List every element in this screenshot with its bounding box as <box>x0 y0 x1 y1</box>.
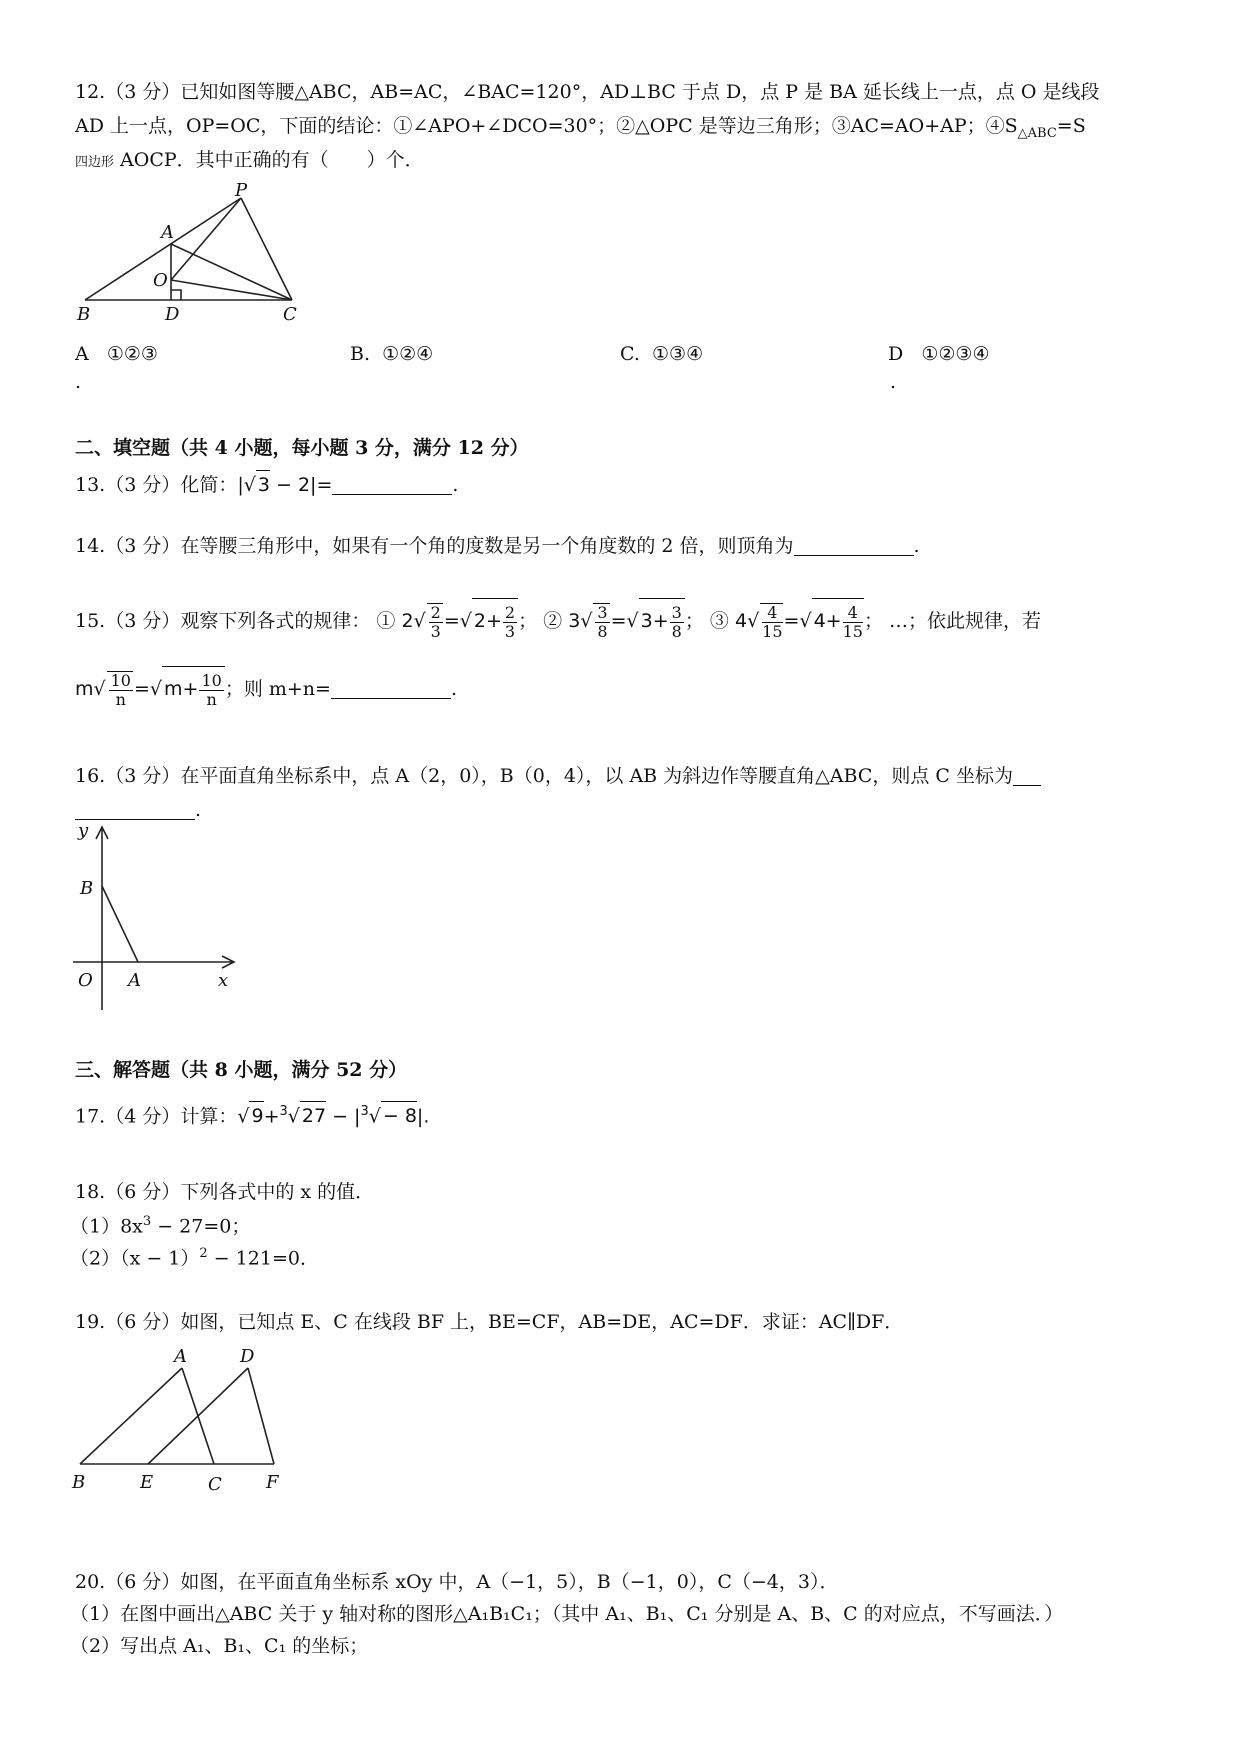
q12-quad-sub: 四边形 <box>75 155 115 170</box>
option-text: ①②④ <box>382 343 434 365</box>
q13-prefix: 13.（3 分）化简：| <box>75 474 244 496</box>
option-letter: A <box>75 343 89 365</box>
rhs-int: 4+ <box>813 610 842 632</box>
q12-option-c[interactable] <box>620 340 703 368</box>
line-OP <box>171 198 241 280</box>
q17-r3: − 8 <box>381 1101 417 1130</box>
rhs-int: 3+ <box>640 610 669 632</box>
frac-num: 10 <box>110 671 131 690</box>
q13-suffix: . <box>452 474 459 496</box>
coef: 3 <box>568 610 581 632</box>
q17-suffix: |. <box>416 1105 430 1128</box>
frac-num: 2 <box>504 602 516 622</box>
section-2-title: 二、填空题（共 4 小题，每小题 3 分，满分 12 分） <box>75 437 529 459</box>
q18-p2b: − 121=0． <box>207 1247 319 1270</box>
q18-part2 <box>70 1240 319 1272</box>
label-C: C <box>208 1474 222 1495</box>
label-P: P <box>235 182 248 201</box>
q16-answer-blank-a[interactable] <box>1013 765 1041 786</box>
line-AB <box>80 1368 182 1464</box>
q16-line2 <box>75 796 201 824</box>
option-text: ①②③④ <box>921 343 990 365</box>
frac-den: 15 <box>842 621 863 641</box>
coef-m: m <box>75 678 94 700</box>
rhs-int: 2+ <box>473 610 502 632</box>
q18-p1a: （1）8x <box>70 1215 143 1238</box>
option-letter: C. <box>620 343 640 365</box>
section-3-title: 三、解答题（共 8 小题，满分 52 分） <box>75 1059 408 1081</box>
frac-num: 3 <box>597 603 608 622</box>
q20-line1: 20.（6 分）如图，在平面直角坐标系 xOy 中，A（−1，5），B（−1，0），C（−4，3）． <box>75 1571 839 1593</box>
label-y: y <box>78 822 89 841</box>
q19-text: 19.（6 分）如图，已知点 E、C 在线段 BF 上，BE=CF，AB=DE，AC=DF．求证：AC∥DF． <box>75 1311 904 1333</box>
label-B: B <box>72 1472 86 1493</box>
q15-item-2: ② 3√ $\frac{3}{8}$ =√ 3+ $\frac{3}{8}$ ； <box>543 610 704 632</box>
q12-line1: 12.（3 分）已知如图等腰△ABC，AB=AC，∠BAC=120°，AD⊥BC 于点 D，点 P 是 BA 延长线上一点，点 O 是线段 <box>75 81 1100 103</box>
q15-tail: …；依此规律，若 <box>889 610 1042 632</box>
q17-prefix: 17.（4 分）计算： <box>75 1105 238 1128</box>
q16-line1 <box>75 762 1041 790</box>
q15-item-1: ① 2√ $\frac{2}{3}$ =√ 2+ $\frac{2}{3}$ ； <box>376 610 537 632</box>
frac-num: 3 <box>671 602 682 622</box>
label-F: F <box>266 1472 279 1493</box>
q12-line2-text: AD 上一点，OP=OC，下面的结论：①∠APO+∠DCO=30°；②△OPC 是等边三角形；③AC=AO+AP；④S <box>75 115 1018 137</box>
label-O: O <box>153 270 168 291</box>
q13-answer-blank[interactable] <box>332 474 452 495</box>
line-OC <box>171 280 292 300</box>
q16-text: 16.（3 分）在平面直角坐标系中，点 A（2，0），B（0，4），以 AB 为斜边作等腰直角△ABC，则点 C 坐标为 <box>75 765 1013 787</box>
rhs <box>162 666 225 711</box>
fraction <box>503 604 517 641</box>
circle-number: ① <box>376 610 396 632</box>
frac-den: n <box>206 689 217 709</box>
q18-p2a: （2）（x − 1） <box>70 1247 200 1270</box>
q20-line3: （2）写出点 A₁、B₁、C₁ 的坐标； <box>70 1635 369 1657</box>
label-A: A <box>161 222 174 243</box>
frac-num: 10 <box>201 670 222 690</box>
q18-part1 <box>70 1208 250 1240</box>
frac-num: 2 <box>430 603 441 622</box>
q18-p1b: − 27=0； <box>151 1215 251 1238</box>
q12-line3-text: AOCP．其中正确的有（ ）个． <box>114 149 424 171</box>
cube-index: 3 <box>279 1104 288 1119</box>
q14 <box>75 532 920 560</box>
q17-r2: 27 <box>300 1101 326 1130</box>
right-angle-mark <box>171 290 181 300</box>
fraction <box>670 604 684 641</box>
q15-prefix: 15.（3 分）观察下列各式的规律： <box>75 610 371 632</box>
line-DF <box>248 1368 274 1464</box>
q18-p1sup: 3 <box>142 1214 152 1229</box>
q17: 17.（4 分）计算：√ 9+$^3$√ $27 - |^3√ - 8|$. <box>75 1098 429 1130</box>
label-D: D <box>240 1346 255 1367</box>
q17-plus: + <box>263 1105 280 1128</box>
label-O: O <box>78 970 93 991</box>
label-E: E <box>140 1472 154 1493</box>
option-text: ①②③ <box>106 343 158 365</box>
q13-mid: − 2|= <box>269 474 333 496</box>
frac-den: 3 <box>430 622 441 641</box>
q15-answer-blank[interactable] <box>331 678 451 699</box>
q13-radicand: 3 <box>256 470 270 499</box>
q16-coordinate-figure <box>70 822 245 1012</box>
label-B: B <box>80 878 94 899</box>
q12-option-d-dot: . <box>890 371 897 393</box>
line-AC <box>171 244 292 300</box>
q12-area-sub: △ABC <box>1017 125 1057 141</box>
frac-den: 8 <box>671 621 682 641</box>
frac-num: 4 <box>762 604 782 623</box>
q15-l2-text: ；则 m+n= <box>224 678 331 700</box>
q12-option-a-dot: . <box>75 371 82 393</box>
q19-triangles-figure <box>70 1344 290 1496</box>
q18-title: 18.（6 分）下列各式中的 x 的值． <box>75 1181 375 1203</box>
fraction <box>760 603 782 641</box>
segment-AB <box>102 886 138 962</box>
cube-index: 3 <box>360 1104 369 1119</box>
line-DE <box>148 1368 248 1464</box>
q12-line3 <box>75 146 424 177</box>
fraction <box>427 603 443 641</box>
label-A: A <box>128 970 141 991</box>
q12-line2 <box>75 112 1086 148</box>
q16-answer-blank-b[interactable] <box>75 799 195 820</box>
frac-den: n <box>115 690 126 709</box>
q15-line2: m√ $\frac{10}{n}$ =√ m+ $\frac{10}{n}$ ；则 m+n= . <box>75 666 457 711</box>
fraction <box>199 672 223 709</box>
label-D: D <box>165 304 180 322</box>
q16-suffix: . <box>195 799 202 821</box>
coef: 4 <box>734 610 748 632</box>
q14-answer-blank[interactable] <box>794 535 914 556</box>
q14-suffix: . <box>913 535 920 557</box>
frac-den: 15 <box>762 622 783 641</box>
fraction <box>843 604 863 641</box>
label-A: A <box>174 1346 187 1367</box>
q15-suffix: . <box>450 678 457 700</box>
q15-item-3: ③ 4√ $\frac{4}{15}$ =√ 4+ $\frac{4}{15}$ ； <box>710 610 883 632</box>
frac-den: 3 <box>504 621 516 641</box>
frac-den: 8 <box>597 622 608 641</box>
option-letter: D <box>888 343 904 365</box>
option-letter: B. <box>350 343 371 365</box>
label-C: C <box>283 304 297 322</box>
q17-minus: − | <box>326 1105 361 1128</box>
fraction <box>593 603 609 641</box>
q14-text: 14.（3 分）在等腰三角形中，如果有一个角的度数是另一个角度数的 2 倍，则顶角为 <box>75 535 794 557</box>
sqrt-sign: √ <box>243 474 256 496</box>
label-B: B <box>77 304 91 322</box>
q18-p2sup: 2 <box>199 1246 208 1261</box>
fraction <box>107 671 133 709</box>
q12-option-a[interactable] <box>75 340 158 368</box>
rhs-int: m+ <box>164 678 199 700</box>
q20-line2: （1）在图中画出△ABC 关于 y 轴对称的图形△A₁B₁C₁；（其中 A₁、B₁、C₁ 分别是 A、B、C 的对应点，不写画法．） <box>70 1603 1064 1625</box>
q12-option-b[interactable] <box>350 340 433 368</box>
q17-r1: 9 <box>249 1101 263 1130</box>
line-PC <box>241 198 292 300</box>
circle-number: ② <box>543 610 563 632</box>
frac-num: 4 <box>843 604 863 623</box>
option-text: ①③④ <box>652 343 704 365</box>
q15-line1 <box>75 598 1041 643</box>
q12-option-d[interactable] <box>888 340 990 368</box>
rhs <box>472 598 518 643</box>
label-x: x <box>218 970 229 991</box>
q13 <box>75 470 458 499</box>
rhs <box>812 598 864 643</box>
circle-number: ③ <box>709 610 729 632</box>
coef: 2 <box>401 610 414 632</box>
q12-triangle-figure <box>75 182 315 322</box>
q12-line2-end: =S <box>1056 115 1086 137</box>
rhs <box>639 598 685 643</box>
